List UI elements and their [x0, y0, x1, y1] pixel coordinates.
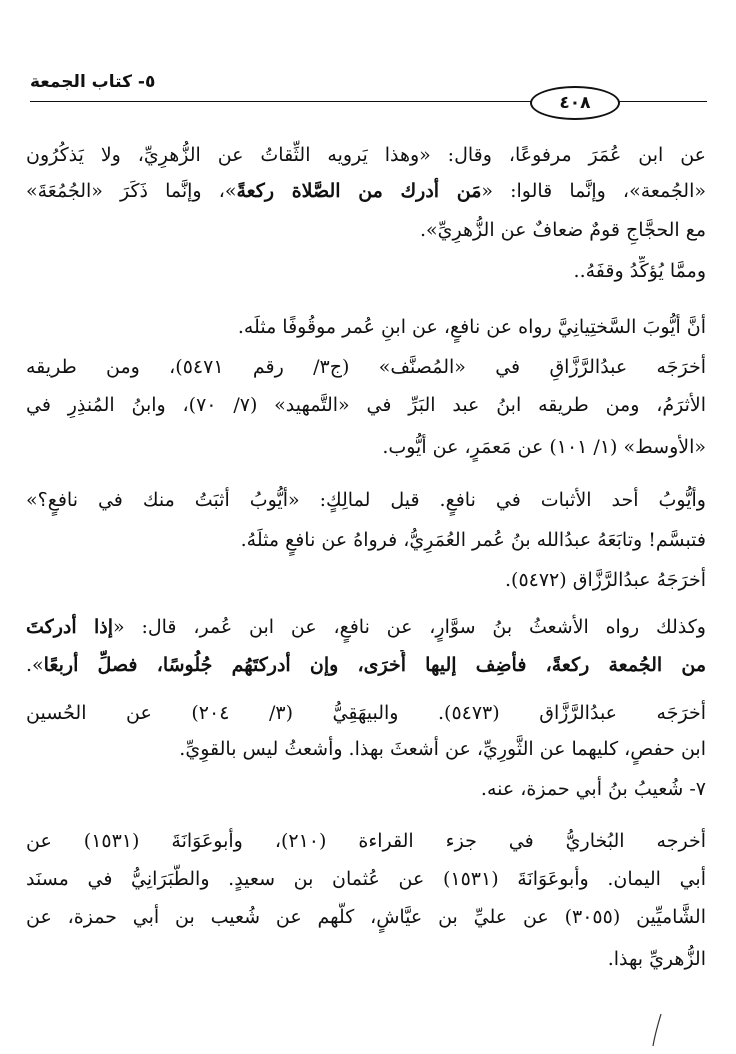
text-segment: أبي اليمان. وأبوعَوَانَةَ (١٥٣١) عن عُثمان بن سعيدٍ. والطَّبَرَانِيُّ في مسنَد [26, 868, 706, 890]
text-line [26, 485, 706, 519]
text-line [26, 650, 706, 684]
text-line [26, 864, 706, 898]
text-line [26, 734, 706, 768]
text-line [26, 312, 706, 346]
text-line [26, 698, 706, 732]
text-segment: أخرَجَهُ عبدُالرَّزَّاق (٥٤٧٢). [504, 569, 706, 591]
text-segment: أنَّ أيُّوبَ السَّختِيانِيَّ رواه عن نافعٍ، عن ابنِ عُمر موقُوفًا مثلَه. [237, 316, 706, 338]
text-segment: »، وإنَّما ذَكَرَ «الجُمُعَةَ» [26, 180, 237, 202]
text-line [26, 525, 706, 559]
text-line [26, 902, 706, 936]
text-segment: فتبسَّم! وتابَعَهُ عبدُالله بنُ عُمر العُمَرِيُّ، فرواهُ عن نافعٍ مثلَهُ. [240, 529, 706, 551]
chapter-title: ٥- كتاب الجمعة [30, 72, 156, 92]
hadith-quote-bold: إذا أدركتَ [26, 616, 114, 638]
text-segment: أخرَجَه عبدُالرَّزَّاقِ في «المُصنَّف» (ج٣/ رقم ٥٤٧١)، ومن طريقه [26, 356, 706, 378]
text-line [26, 176, 706, 210]
text-line [26, 432, 706, 466]
hadith-quote-bold: من الجُمعة ركعةً، فأضِف إليها أُخرَى، وإن أدركتَهُم جُلُوسًا، فصلِّ أربعًا [43, 654, 706, 676]
text-segment: «الجُمعة»، وإنَّما قالوا: « [481, 180, 706, 202]
text-segment: وأيُّوبُ أحد الأثبات في نافعٍ. قيل لمالِكٍ: «أيُّوبُ أثبَتُ منك في نافعٍ؟» [26, 489, 706, 511]
text-line [26, 826, 706, 860]
hadith-quote-bold: مَن أدرك من الصَّلاة ركعةً [236, 180, 482, 202]
text-segment: أخرَجَه عبدُالرَّزَّاق (٥٤٧٣). والبيهَقِيُّ (٣/ ٢٠٤) عن الحُسين [26, 702, 706, 724]
text-segment: «الأوسط» (١/ ١٠١) عن مَعمَرٍ، عن أيُّوب. [382, 436, 706, 458]
text-line [26, 944, 706, 978]
text-line [26, 774, 706, 808]
text-segment: مع الحجَّاجِ قومٌ ضعافٌ عن الزُّهرِيِّ». [420, 219, 706, 241]
text-line [26, 565, 706, 599]
text-segment: عن ابن عُمَرَ مرفوعًا، وقال: «وهذا يَرويه الثِّقاتُ عن الزُّهرِيِّ، ولا يَذكُرُون [26, 144, 706, 166]
text-segment: وكذلك رواه الأشعثُ بنُ سوَّارٍ، عن نافعٍ، عن ابن عُمر، قال: « [113, 616, 706, 638]
text-line [26, 256, 706, 290]
text-segment: الشَّاميِّين (٣٠٥٥) عن عليِّ بن عيَّاشٍ، كلُّهم عن شُعيب بن أبي حمزة، عن [26, 906, 706, 928]
text-line [26, 352, 706, 386]
text-line [26, 140, 706, 174]
text-line [26, 612, 706, 646]
text-segment: ». [26, 654, 44, 676]
text-segment: ابن حفصٍ، كليهما عن الثَّورِيِّ، عن أشعثَ بهذا. وأشعثُ ليس بالقوِيِّ. [179, 738, 706, 760]
page-number: ٤٠٨ [530, 86, 620, 120]
text-segment: وممَّا يُؤكِّدُ وقفَهُ.. [573, 260, 706, 282]
text-segment: الزُّهريِّ بهذا. [607, 948, 706, 970]
pen-stroke-mark [650, 1012, 664, 1048]
text-segment: ٧- شُعيبُ بنُ أبي حمزة، عنه. [480, 778, 706, 800]
text-line [26, 390, 706, 424]
text-line [26, 215, 706, 249]
text-segment: أخرجه البُخاريُّ في جزء القراءة (٢١٠)، وأبوعَوَانَةَ (١٥٣١) عن [26, 830, 706, 852]
text-segment: الأثرَمُ، ومن طريقه ابنُ عبد البَرِّ في «التَّمهيد» (٧/ ٧٠)، وابنُ المُنذِرِ في [26, 394, 706, 416]
